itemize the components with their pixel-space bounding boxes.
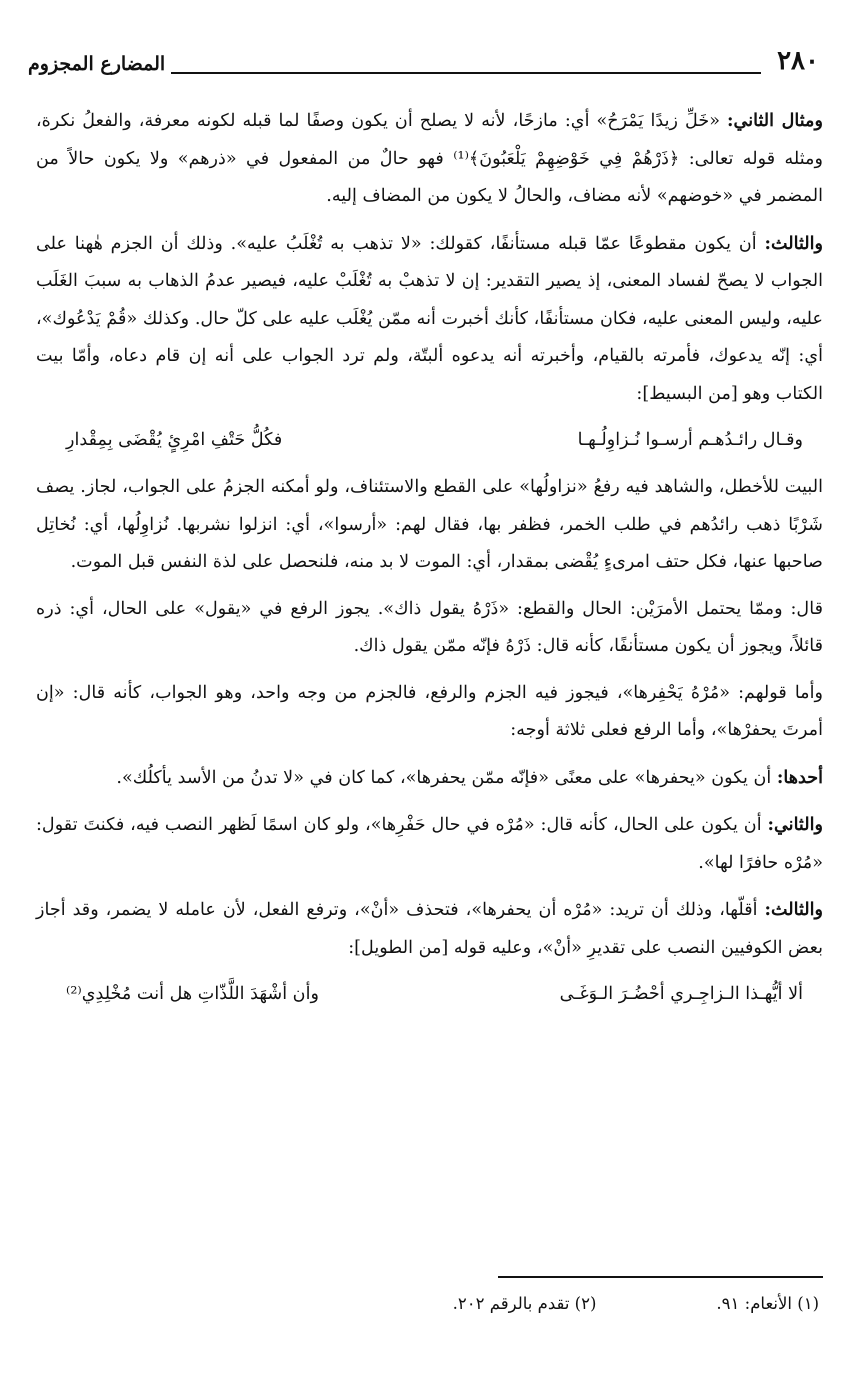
paragraph [36,806,823,882]
paragraph [36,675,823,750]
paragraph-text: أن يكون مقطوعًا عمّا قبله مستأنفًا، كقولك: «لا تذهب به تُغْلَبُ عليه». وذلك أن الجزم هٰهنا على الجواب لا يصحّ لفساد المعنى، إذ يصير التقدير: إن لا تذهبْ به تُغْلَبْ عليه، فيصير عدمُ الذهاب به سببَ الغَلَب عليه، وليس المعنى عليه، فكان مستأنفًا، كأنك أخبرت أنه ممّن يُغْلَب عليه على كلّ حال. وكذلك «قُمْ يَدْعُوك»، أي: إنّه يدعوك، فأمرته بالقيام، وأخبرته أنه يدعوه ألبتّة، ولم ترد الجواب على أنه إن قام دعاه، وأمّا بيت الكتاب وهو [من البسيط]: [36,233,823,404]
page-header [28,38,819,74]
paragraph-lead: والثالث: [764,232,823,254]
verse-second-hemistich: فكُلُّ حَتْفِ امْرِئٍ يُقْضَى بِمِقْدارِ [66,430,283,450]
footnote-1: (١) الأنعام: ٩١. [716,1294,819,1313]
header-rule [171,58,761,74]
paragraph-text: وأما قولهم: «مُرْهُ يَحْفِرها»، فيجوز فيه الجزم والرفع، فالجزم من وجه واحد، وهو الجواب، كأنه قال: «إن أمرتَ يحفرْها»، وأما الرفع فعلى ثلاثة أوجه: [36,682,823,740]
paragraph [36,102,823,216]
footnote-separator [498,1276,823,1278]
paragraph-lead: ومثال الثاني: [727,110,823,131]
paragraph-text: البيت للأخطل، والشاهد فيه رفعُ «نزاولُها» على القطع والاستئناف، ولو أمكنه الجزمُ على الجواب، لجاز. يصف شَرْبًا ذهب رائدُهم في طلب الخمر، فظفر بها، فقال لهم: «أرسوا»، أي: انزلوا نشربها. نُزاوِلُها، أي: نُخاتِل صاحبها عنها، فكل حتف امرىءٍ يُقْضى بمقدار، أي: الموت لا بد منه، فلنحصل على لذة النفس قبل الموت. [36,477,823,572]
poetry-verse [66,422,803,459]
paragraph-lead: والثالث: [764,899,823,920]
paragraph [36,891,823,967]
main-text [36,102,823,1023]
verse-first-hemistich: ألا أيُّهـذا الـزاجِـري أحْضُـرَ الـوَغَـى [559,984,803,1004]
paragraph [36,225,823,414]
paragraph [36,469,823,582]
paragraph-lead: والثاني: [767,814,823,835]
paragraph [36,591,823,666]
paragraph-lead: أحدها: [776,766,823,788]
paragraph-text: قال: وممّا يحتمل الأمرَيْن: الحال والقطع: «ذَرْهُ يقول ذاك». يجوز الرفع في «يقول» على الحال، أي: ذره قائلاً، ويجوز أن يكون مستأنفًا، كأنه قال: ذَرْهُ فإنّه ممّن يقول ذاك. [36,598,823,656]
paragraph [36,759,823,798]
footnote-2: (٢) تقدم بالرقم ٢٠٢. [452,1294,597,1313]
paragraph-text: أن يكون «يحفرها» على معنًى «فإنّه ممّن يحفرها»، كما كان في «لا تدنُ من الأسد يأكلُك». [116,767,777,788]
running-title: المضارع المجزوم [28,53,166,75]
verse-first-hemistich: وقـال رائـدُهـم أرسـوا نُـزاوِلُـهـا [577,430,803,450]
paragraph-text: أقلّها، وذلك أن تريد: «مُرْه أن يحفرها»، فتحذف «أنْ»، وترفع الفعل، لأن عامله لا يضمر، وقد أجاز بعض الكوفيين النصب على تقديرِ «أنْ»، وعليه قوله [من الطويل]: [36,900,823,958]
poetry-verse [66,976,803,1013]
verse-second-hemistich: وأن أشْهَدَ اللَّذّاتِ هل أنت مُخْلِدِي⁽²⁾ [66,984,319,1004]
paragraph-text: «خَلِّ زيدًا يَمْرَحُ» أي: مازحًا، لأنه لا يصلح أن يكون وصفًا لما قبله لكونه معرفة، والفعلُ نكرة، ومثله قوله تعالى: ﴿ذَرْهُمْ فِي خَوْضِهِمْ يَلْعَبُونَ﴾⁽¹⁾ فهو حالٌ من المفعول في «ذرهم» ولا يكون حالاً من المضمر في «خوضهم» لأنه مضاف، والحالُ لا يكون من المضاف إليه. [36,111,823,206]
footnotes [36,1290,819,1318]
page-number: ٢٨٠ [777,46,819,76]
paragraph-text: أن يكون على الحال، كأنه قال: «مُرْه في حال حَفْرِها»، ولو كان اسمًا لَظهر النصب فيه، فكنتَ تقول: «مُرْه حافرًا لها». [36,815,823,873]
